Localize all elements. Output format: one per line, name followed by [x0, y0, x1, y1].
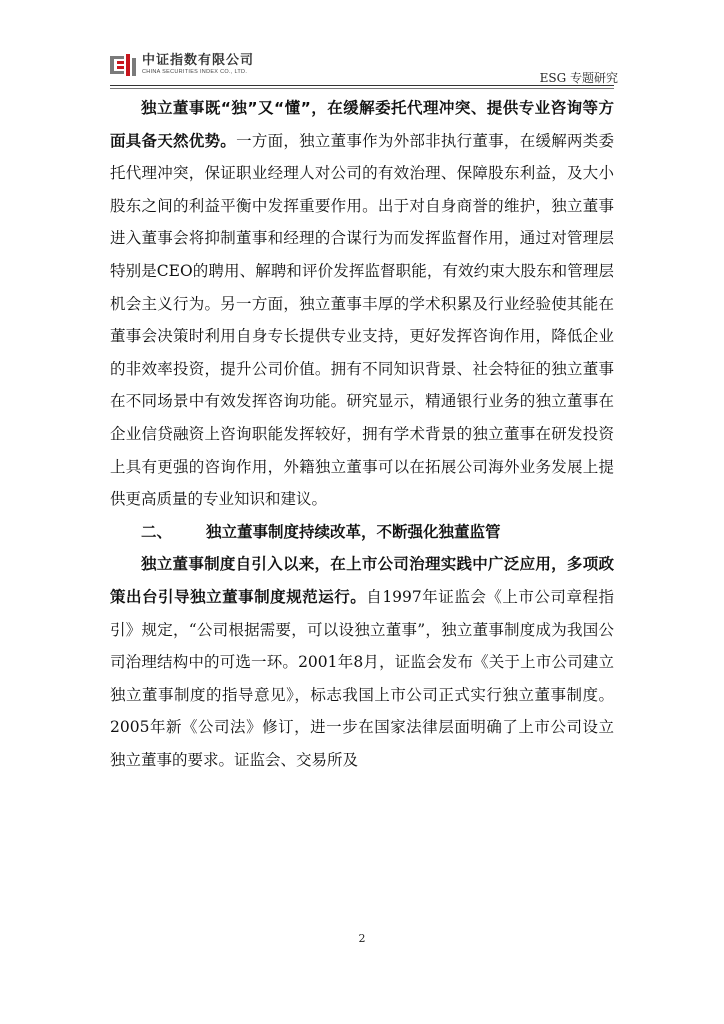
paragraph-text: 自1997年证监会《上市公司章程指引》规定，“公司根据需要，可以设独立董事”，独立董事制度成为我国公司治理结构中的可选一环。2001年8月，证监会发布《关于上市公司建立独立董事制度的指导意见》，标志我国上市公司正式实行独立董事制度。2005年新《公司法》修订，进一步在国家法律层面明确了上市公司设立独立董事的要求。证监会、交易所及	[110, 587, 614, 769]
page-number: 2	[358, 932, 366, 945]
section-number: 二、	[141, 522, 173, 541]
document-body	[110, 92, 614, 776]
paragraph-text: 一方面，独立董事作为外部非执行董事，在缓解两类委托代理冲突，保证职业经理人对公司的有效治理、保障股东利益，及大小股东之间的利益平衡中发挥重要作用。出于对自身商誉的维护，独立董事进入董事会将抑制董事和经理的合谋行为而发挥监督作用，通过对管理层特别是CEO的聘用、解聘和评价发挥监督职能，有效约束大股东和管理层机会主义行为。另一方面，独立董事丰厚的学术积累及行业经验使其能在董事会决策时利用自身专长提供专业支持，更好发挥咨询作用，降低企业的非效率投资，提升公司价值。拥有不同知识背景、社会特征的独立董事在不同场景中有效发挥咨询功能。研究显示，精通银行业务的独立董事在企业信贷融资上咨询职能发挥较好，拥有学术背景的独立董事在研发投资上具有更强的咨询作用，外籍独立董事可以在拓展公司海外业务发展上提供更高质量的专业知识和建议。	[110, 131, 614, 509]
header-rule-thin	[110, 88, 614, 89]
paragraph-system-reform	[110, 548, 614, 776]
header-rule	[110, 85, 614, 86]
paragraph-independent-director-advantages	[110, 92, 614, 516]
logo-english-name: CHINA SECURITIES INDEX CO., LTD.	[142, 69, 248, 75]
section-heading	[110, 516, 614, 549]
report-series-label: ESG 专题研究	[539, 71, 618, 85]
logo-chinese-name: 中证指数有限公司	[142, 53, 255, 68]
company-logo	[110, 54, 254, 76]
logo-icon	[110, 54, 136, 76]
paragraph-lead-sentence: 独立董事既“独”又“懂”，在缓解委托代理冲突、提供专业咨询等方面具备天然优势。	[110, 99, 614, 150]
paragraph-lead-sentence: 独立董事制度自引入以来，在上市公司治理实践中广泛应用，多项政策出台引导独立董事制度规范运行。	[110, 555, 614, 606]
page-header	[0, 0, 724, 100]
section-title: 独立董事制度持续改革，不断强化独董监管	[206, 522, 501, 541]
